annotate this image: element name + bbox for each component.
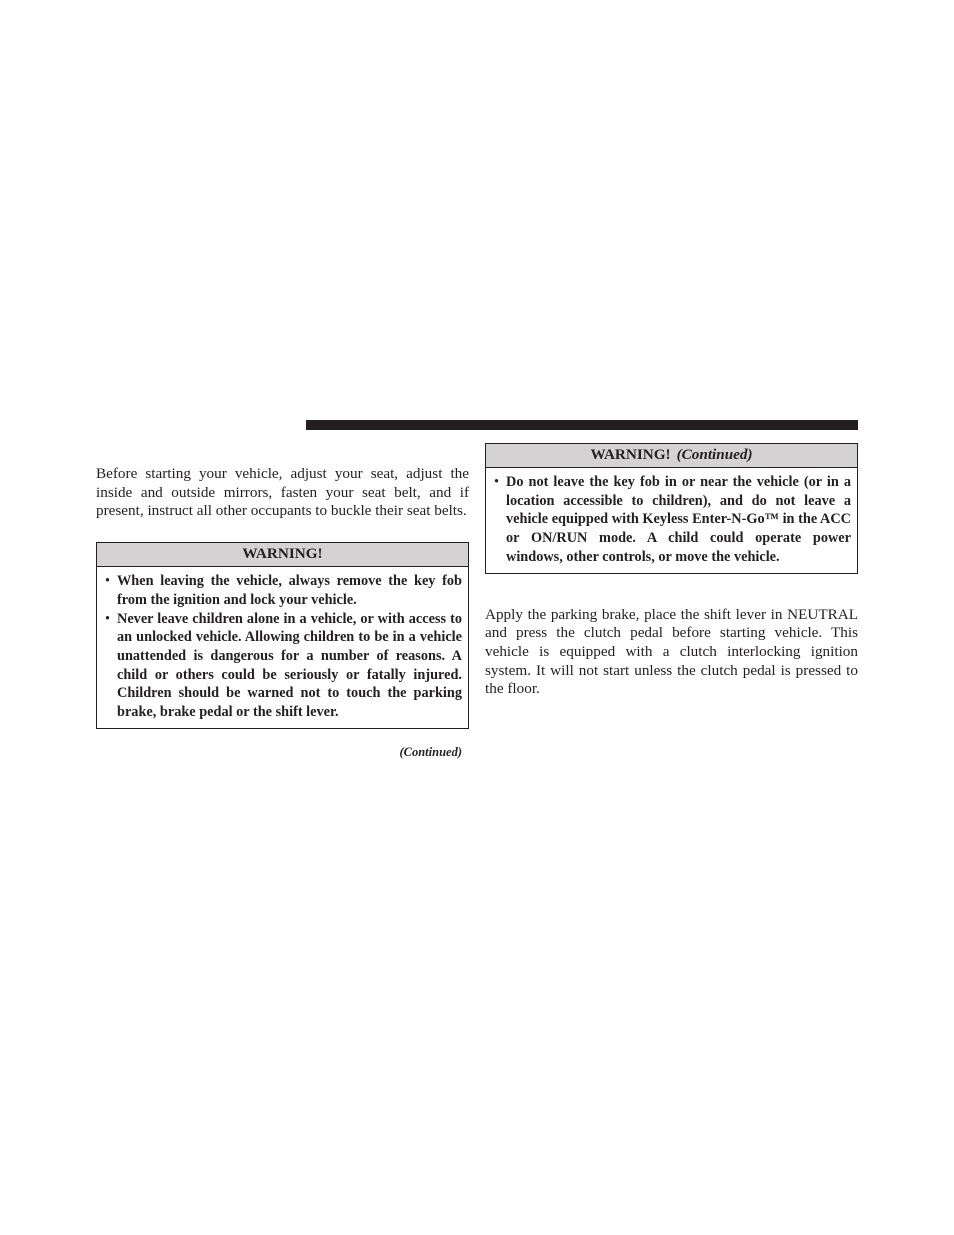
warning-list	[486, 468, 857, 573]
bullet-icon: •	[105, 610, 111, 627]
clutch-paragraph: Apply the parking brake, place the shift lever in NEUTRAL and press the clutch pedal before starting vehicle. This vehicle is equipped with a clutch interlocking ignition system. It will not start unless the clutch pedal is pressed to the floor.	[485, 605, 858, 698]
warning-item-text: Do not leave the key fob in or near the vehicle (or in a location accessible to children), and do not leave a vehicle equipped with Keyless Enter-N-Go™ in the ACC or ON/RUN mode. A child could operate power windows, other controls, or move the vehicle.	[506, 474, 851, 565]
right-column	[485, 443, 858, 699]
warning-item-text: When leaving the vehicle, always remove the key fob from the ignition and lock your vehicle.	[117, 573, 462, 608]
warning-item	[494, 473, 851, 567]
warning-title: WARNING!	[242, 545, 323, 563]
header-rule	[306, 420, 858, 430]
warning-list	[97, 567, 468, 728]
continued-note: (Continued)	[399, 744, 462, 759]
warning-title-continued: (Continued)	[676, 446, 753, 463]
warning-item	[105, 572, 462, 609]
bullet-icon: •	[494, 474, 500, 490]
intro-paragraph: Before starting your vehicle, adjust your seat, adjust the inside and outside mirrors, fasten your seat belt, and if present, instruct all other occupants to buckle their seat belts.	[96, 465, 469, 520]
bullet-icon: •	[105, 573, 111, 590]
warning-header	[97, 543, 468, 567]
warning-header	[486, 444, 857, 468]
warning-item	[105, 610, 462, 722]
warning-item-text: Never leave children alone in a vehicle, or with access to an unlocked vehicle. Allowing children to be in a vehicle unattended is dangerous for a number of reasons. A child or others could be seriously or fatally injured. Children should be warned not to touch the parking brake, brake pedal or the shift lever.	[117, 610, 462, 721]
left-column	[96, 465, 469, 760]
warning-box-continued	[485, 443, 858, 574]
warning-title: WARNING!	[590, 446, 671, 463]
warning-box	[96, 542, 469, 729]
